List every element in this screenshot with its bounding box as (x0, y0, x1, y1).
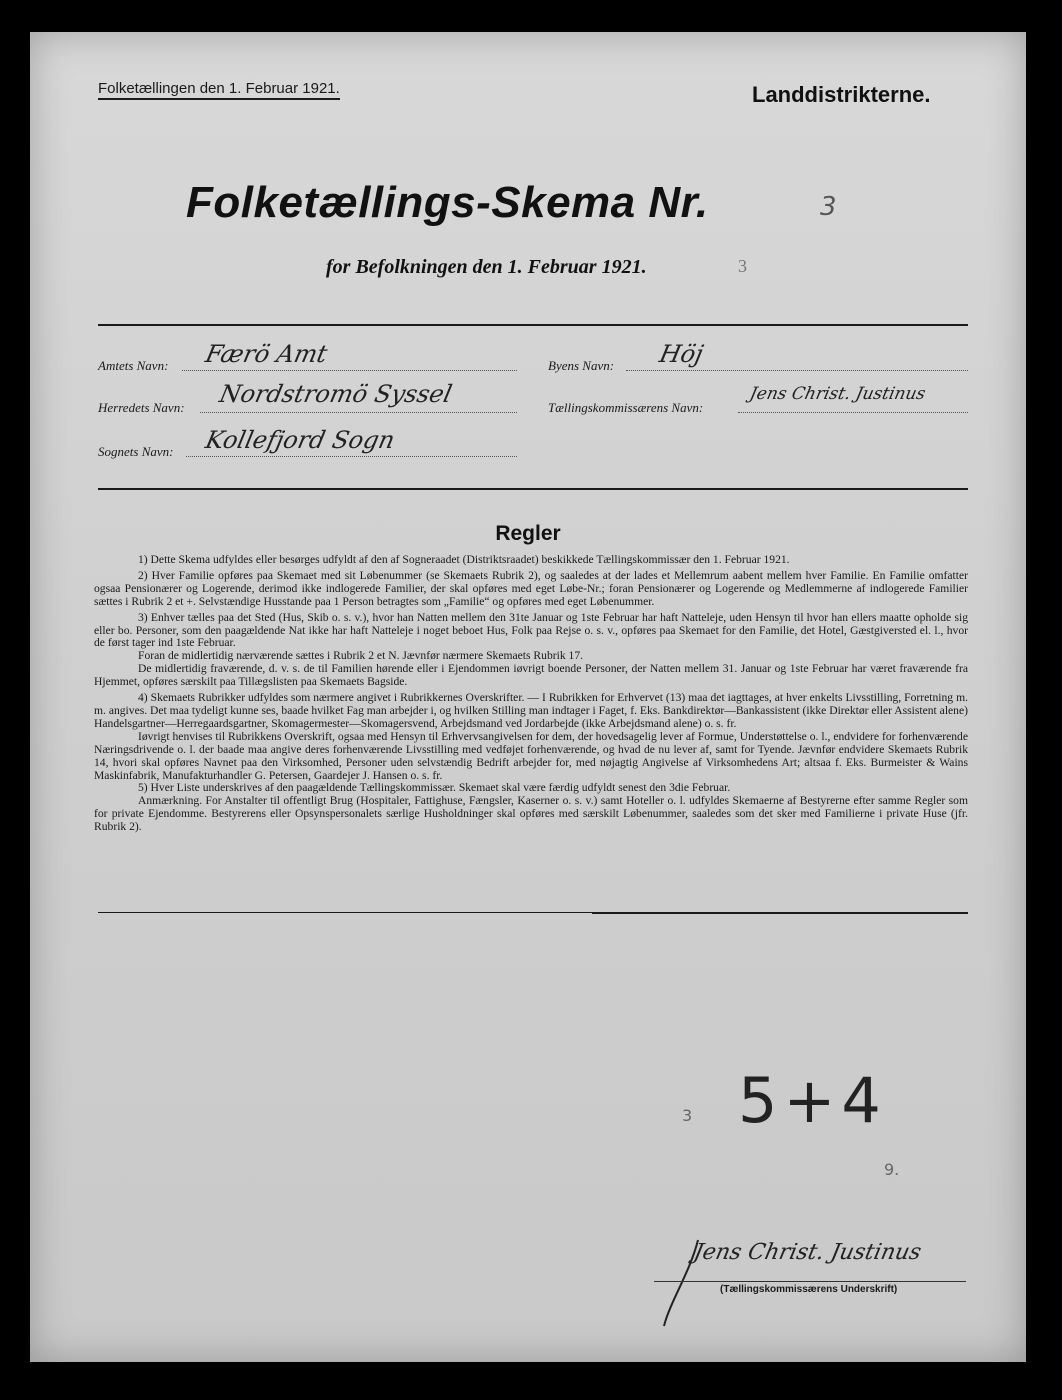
amt-label: Amtets Navn: (98, 358, 169, 373)
herred-value: Nordstromö Syssel (217, 380, 455, 408)
rule-note: Anmærkning. For Anstalter til offentligt Brug (Hospitaler, Fattighuse, Fængsler, Kaserner o. s. v.) samt Hoteller o. l. udfyldes Skemaerne af Bestyrerne efter samme Regler som for private Ejendomme. Bestyrerens eller Opsynspersonalets særlige Husholdninger skal opføres med særskilt Løbenummer, saaledes som det sker med Familierne i private Huse (jfr. Rubrik 2). (94, 794, 968, 834)
pencil-mark-left: 3 (682, 1106, 693, 1125)
subtitle-pencil-mark: 3 (738, 256, 747, 276)
signature-flourish (650, 1232, 710, 1332)
sogn-value: Kollefjord Sogn (203, 426, 398, 454)
rule-1: 1) Dette Skema udfyldes eller besørges udfyldt af den af Sogneraadet (Distriktsraadet) beskikkede Tællingskommissær den 1. Februar 1921. (138, 553, 790, 566)
tally-handwritten: 5+4 (738, 1064, 887, 1137)
by-label: Byens Navn: (548, 358, 615, 373)
kommissaer-underline (738, 412, 968, 413)
herred-label: Herredets Navn: (98, 400, 185, 415)
form-number-handwritten: 3 (820, 192, 837, 222)
census-form-sheet (30, 32, 1026, 1362)
signature-caption: (Tællingskommissærens Underskrift) (720, 1284, 898, 1295)
rule-3-absent: De midlertidig fraværende, d. v. s. de til Familien hørende eller i Ejendommen iøvrigt boende Personer, der Natten mellem 31. Januar og 1ste Februar har været fraværende fra Hjemmet, opføres særskilt paa Tillægslisten paa Skemaets Bagside. (94, 662, 968, 689)
pencil-mark-small: 9. (884, 1160, 900, 1179)
rule-2: 2) Hver Familie opføres paa Skemaet med sit Løbenummer (se Skemaets Rubrik 2), og saaledes at der lades et Mellemrum aabent mellem hver Familie. En Familie omfatter ogsaa Pensionærer og Logerende, derimod ikke indlogerede Familier, der skal opføres med eget Løbe-Nr.; foran Pensionærer og Logerende og Medlemmerne af indlogerede Familier sættes i Rubrik 2 et +. Selvstændige Husstande paa 1 Person betragtes som „Familie“ og opføres med eget Løbenummer. (94, 568, 968, 608)
sogn-label: Sognets Navn: (98, 444, 174, 459)
herred-underline (200, 412, 517, 413)
kommissaer-label: Tællingskommissærens Navn: (548, 400, 704, 415)
by-value: Höj (657, 340, 706, 368)
form-subtitle: for Befolkningen den 1. Februar 1921. (326, 256, 647, 278)
district-type-header: Landdistrikterne. (752, 82, 931, 107)
rule-3-present: Foran de midlertidig nærværende sættes i Rubrik 2 et N. Jævnfør nærmere Skemaets Rubrik 17. (138, 649, 584, 663)
amt-value: Færö Amt (203, 340, 330, 368)
rule-5: 5) Hver Liste underskrives af den paagældende Tællingskommissær. Skemaet skal være færdig udfyldt senest den 3die Februar. (138, 781, 731, 795)
fields-divider (98, 488, 968, 490)
kommissaer-value: Jens Christ. Justinus (747, 384, 928, 404)
by-underline (626, 370, 968, 371)
census-date-header: Folketællingen den 1. Februar 1921. (98, 80, 340, 100)
rule-4: 4) Skemaets Rubrikker udfyldes som nærmere angivet i Rubrikkernes Overskrifter. — I Rubrikken for Erhvervet (13) maa det iagttages, at hver enkelts Livsstilling, Forretning m. m. angives. Det maa tydeligt kunne ses, baade hvilket Fag man arbejder i, og hvilken Stilling man indtager i Faget, f. Eks. Bankdirektør—Bankassistent (ikke Direktør eller Assistent alene) Handelsgartner—Herregaardsgartner, Skomagermester—Skomagersvend, Arbejdsmand ved Jordarbejde (ikke Arbejdsmand alene) o. s. fr. (94, 691, 968, 730)
rule-4-continued: Iøvrigt henvises til Rubrikkens Overskrift, ogsaa med Hensyn til Erhvervsangivelsen for dem, der hovedsagelig lever af Formue, Understøttelse o. l., endvidere for forhenværende Næringsdrivende o. l. der baade maa angive deres forhenværende Livsstilling med vedføjet forhenværende, og hvad de nu lever af, samt for Tyende. Jævnfør endvidere Skemaets Rubrik 14, hvori skal opføres Navnet paa den Virksomhed, Personer uden selvstændig Bedrift arbejder for, med nøjagtig Angivelse af Virksomhedens Art; altsaa f. Eks. Burmeister & Wains Maskinfabrik, Manufakturhandler G. Petersen, Gaardejer J. Hansen o. s. fr. (94, 729, 968, 782)
rule-3: 3) Enhver tælles paa det Sted (Hus, Skib o. s. v.), hvor han Natten mellem den 31te Januar og 1ste Februar har haft Natteleje, uden Hensyn til hvor han ellers maatte opholde sig eller bo. Personer, som den paagældende Nat ikke har haft Natteleje i noget beboet Hus, Folk paa Rejse o. s. v., opføres paa Skemaet for den Familie, det Hotel, Gæstgiversted el. l., hvor de først tager ind 1ste Februar. (94, 610, 968, 650)
bottom-divider-right (592, 912, 968, 914)
rules-heading: Regler (495, 522, 561, 545)
rules-body (94, 554, 968, 834)
bottom-divider-left (98, 912, 592, 913)
sogn-underline (186, 456, 517, 457)
form-title: Folketællings-Skema Nr. (186, 178, 709, 227)
top-divider (98, 324, 968, 326)
commissioner-signature: Jens Christ. Justinus (691, 1240, 924, 1265)
amt-underline (182, 370, 517, 371)
signature-line (654, 1281, 966, 1282)
